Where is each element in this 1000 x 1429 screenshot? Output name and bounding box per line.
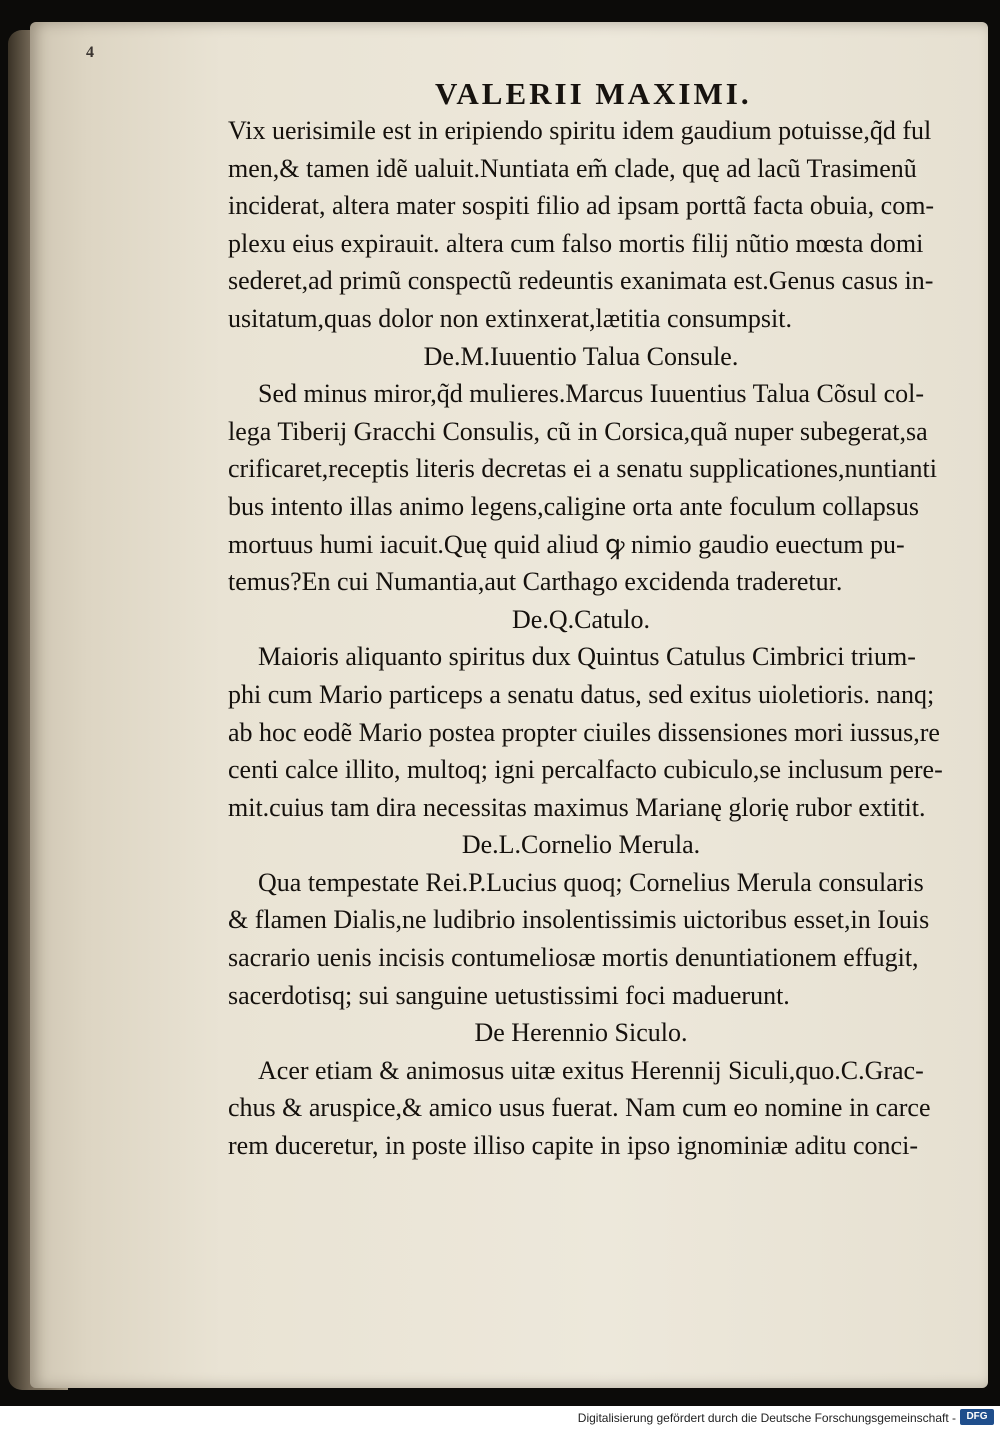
text-line: Qua tempestate Rei.P.Lucius quoq; Cornelius Merula consularis: [258, 867, 924, 897]
text-line: bus intento illas animo legens,caligine orta ante foculum collapsus: [228, 491, 919, 521]
text-line: mit.cuius tam dira necessitas maximus Marianę glorię rubor extitit.: [228, 792, 926, 822]
text-line: temus?En cui Numantia,aut Carthago excidenda traderetur.: [228, 567, 843, 597]
text-line: mortuus humi iacuit.Quę quid aliud ꝙ nimio gaudio euectum pu-: [228, 529, 905, 559]
section-heading: De Herennio Siculo.: [474, 1018, 688, 1048]
paragraph-4: [228, 864, 934, 1014]
paragraph-2: [228, 375, 937, 601]
section-heading: De.M.Iuuentio Talua Consule.: [423, 341, 739, 371]
text-line: sederet,ad primũ conspectũ redeuntis exanimata est.Genus casus in-: [228, 266, 934, 296]
text-line: ab hoc eodẽ Mario postea propter ciuiles dissensiones mori iussus,re: [228, 717, 940, 747]
funding-credit: Digitalisierung gefördert durch die Deutsche Forschungsgemeinschaft -: [577, 1411, 956, 1425]
footer-bar: [0, 1406, 1000, 1429]
text-line: usitatum,quas dolor non extinxerat,lætitia consumpsit.: [228, 303, 792, 333]
text-line: men,& tamen idẽ ualuit.Nuntiata em̃ clade, quę ad lacũ Trasimenũ: [228, 153, 917, 183]
text-line: centi calce illito, multoq; igni percalfacto cubiculo,se inclusum pere-: [228, 755, 943, 785]
text-line: crificaret,receptis literis decretas ei a senatu supplicationes,nuntianti: [228, 454, 937, 484]
text-line: sacrario uenis incisis contumeliosæ mortis denuntiationem effugit,: [228, 943, 919, 973]
paragraph-5: [228, 1052, 934, 1165]
text-line: inciderat, altera mater sospiti filio ad ipsam porttã facta obuia, com-: [228, 191, 935, 221]
section-heading: De.L.Cornelio Merula.: [461, 830, 701, 860]
dfg-logo-icon: DFG: [960, 1409, 994, 1425]
text-line: rem duceretur, in poste illiso capite in ipso ignominiæ aditu conci-: [228, 1131, 918, 1161]
text-line: Sed minus miror,q̃d mulieres.Marcus Iuuentius Talua Cõsul col-: [258, 379, 925, 409]
paragraph-1: [228, 112, 934, 338]
text-line: Vix uerisimile est in eripiendo spiritu idem gaudium potuisse,q̃d ful: [228, 116, 932, 145]
text-line: Acer etiam & animosus uitæ exitus Herennij Siculi,quo.C.Grac-: [258, 1055, 924, 1085]
text-line: plexu eius expirauit. altera cum falso mortis filij nũtio mœsta domi: [228, 228, 924, 258]
text-line: Maioris aliquanto spiritus dux Quintus Catulus Cimbrici trium-: [258, 642, 916, 672]
text-line: lega Tiberij Gracchi Consulis, cũ in Corsica,quã nuper subegerat,sa: [228, 416, 928, 446]
paragraph-3: [228, 638, 943, 826]
text-block: [228, 112, 943, 1165]
text-line: phi cum Mario particeps a senatu datus, sed exitus uioletioris. nanq;: [228, 679, 935, 709]
text-line: chus & aruspice,& amico usus fuerat. Nam cum eo nomine in carce: [228, 1093, 931, 1123]
section-heading: De.Q.Catulo.: [512, 604, 650, 634]
text-line: sacerdotisq; sui sanguine uetustissimi foci maduerunt.: [228, 980, 790, 1010]
running-head: VALERII MAXIMI.: [435, 76, 752, 111]
page-number: 4: [86, 44, 94, 61]
text-line: & flamen Dialis,ne ludibrio insolentissimis uictoribus esset,in Iouis: [228, 905, 930, 935]
